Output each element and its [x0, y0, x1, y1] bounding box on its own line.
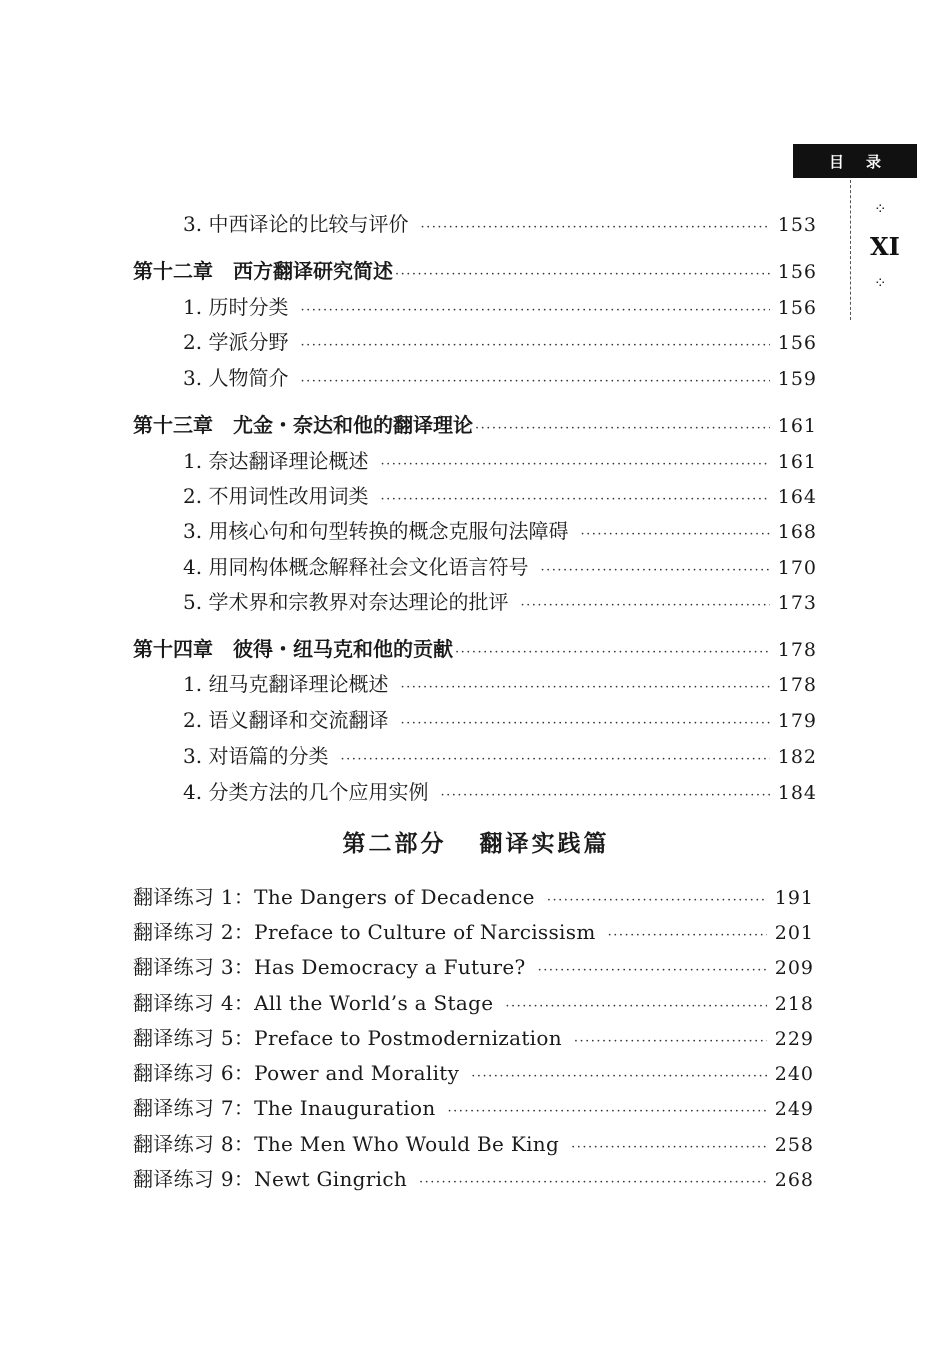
leader-dots [300, 297, 769, 325]
toc-entry-title: 2. 不用词性改用词类 [183, 484, 369, 508]
chapter-title: 第十三章 尤金・奈达和他的翻译理论 [133, 413, 473, 437]
ornament-diamond-icon: ⁘ [874, 274, 887, 292]
toc-entry-title: 1. 奈达翻译理论概述 [183, 449, 369, 473]
exercise-page: 191 [774, 887, 814, 909]
leader-dots [300, 368, 769, 396]
toc-entry-title: 3. 中西译论的比较与评价 [183, 212, 409, 236]
leader-dots [475, 415, 770, 443]
leader-dots [300, 332, 769, 360]
toc-entry[interactable] [183, 210, 817, 242]
toc-entry-page: 170 [777, 557, 817, 579]
toc-chapter[interactable] [133, 411, 817, 443]
margin-dashed-line [850, 180, 851, 320]
leader-dots [395, 261, 770, 289]
toc-entry-title: 2. 语义翻译和交流翻译 [183, 708, 389, 732]
exercise-title: 翻译练习 4：All the World’s a Stage [133, 991, 494, 1015]
leader-dots [380, 486, 769, 514]
toc-entry-page: 168 [777, 521, 817, 543]
toc-entry[interactable] [183, 364, 817, 396]
exercise-page: 258 [774, 1134, 814, 1156]
toc-chapter[interactable] [133, 635, 817, 667]
toc-entry[interactable] [183, 742, 817, 774]
toc-entry-title: 4. 用同构体概念解释社会文化语言符号 [183, 555, 529, 579]
toc-entry-page: 164 [777, 486, 817, 508]
toc-entry[interactable] [183, 517, 817, 549]
toc-entry-page: 184 [777, 782, 817, 804]
ornament-diamond-icon: ⁘ [874, 200, 887, 218]
exercise-title: 翻译练习 9：Newt Gingrich [133, 1167, 408, 1191]
toc-entry-title: 1. 纽马克翻译理论概述 [183, 672, 389, 696]
leader-dots [608, 922, 767, 950]
exercise-entry[interactable] [133, 1094, 814, 1126]
toc-entry-title: 4. 分类方法的几个应用实例 [183, 780, 429, 804]
exercise-title: 翻译练习 8：The Men Who Would Be King [133, 1132, 560, 1156]
exercise-title: 翻译练习 3：Has Democracy a Future? [133, 955, 526, 979]
toc-entry[interactable] [183, 447, 817, 479]
toc-entry-page: 156 [777, 297, 817, 319]
leader-dots [455, 639, 770, 667]
leader-dots [505, 993, 766, 1021]
toc-entry-page: 179 [777, 710, 817, 732]
toc-entry-page: 182 [777, 746, 817, 768]
page-number-roman: XI [870, 232, 900, 261]
chapter-page: 156 [777, 261, 817, 283]
toc-entry-title: 1. 历时分类 [183, 295, 289, 319]
leader-dots [380, 451, 769, 479]
exercise-title: 翻译练习 6：Power and Morality [133, 1061, 460, 1085]
leader-dots [580, 521, 769, 549]
toc-entry[interactable] [183, 482, 817, 514]
leader-dots [448, 1098, 767, 1126]
leader-dots [547, 887, 767, 915]
part-two-heading: 第二部分 翻译实践篇 [342, 831, 610, 857]
exercise-title: 翻译练习 7：The Inauguration [133, 1096, 436, 1120]
toc-entry-title: 5. 学术界和宗教界对奈达理论的批评 [183, 590, 509, 614]
exercise-page: 268 [774, 1169, 814, 1191]
exercise-page: 201 [774, 922, 814, 944]
exercise-title: 翻译练习 2：Preface to Culture of Narcissism [133, 920, 596, 944]
toc-entry-page: 161 [777, 451, 817, 473]
leader-dots [400, 674, 769, 702]
toc-entry-title: 3. 人物简介 [183, 366, 289, 390]
toc-entry-page: 156 [777, 332, 817, 354]
exercise-entry[interactable] [133, 953, 814, 985]
exercise-page: 249 [774, 1098, 814, 1120]
exercise-page: 218 [774, 993, 814, 1015]
exercise-page: 229 [774, 1028, 814, 1050]
chapter-title: 第十二章 西方翻译研究简述 [133, 259, 393, 283]
exercise-page: 209 [774, 957, 814, 979]
chapter-title: 第十四章 彼得・纽马克和他的贡献 [133, 637, 453, 661]
leader-dots [440, 782, 769, 810]
leader-dots [574, 1028, 767, 1056]
toc-entry[interactable] [183, 670, 817, 702]
leader-dots [571, 1134, 767, 1162]
leader-dots [538, 957, 767, 985]
leader-dots [471, 1063, 766, 1091]
exercise-entry[interactable] [133, 989, 814, 1021]
leader-dots [419, 1169, 767, 1197]
leader-dots [520, 592, 769, 620]
exercise-entry[interactable] [133, 1165, 814, 1197]
toc-entry-page: 159 [777, 368, 817, 390]
toc-entry-title: 3. 用核心句和句型转换的概念克服句法障碍 [183, 519, 569, 543]
toc-entry-page: 173 [777, 592, 817, 614]
exercise-entry[interactable] [133, 1024, 814, 1056]
chapter-page: 178 [777, 639, 817, 661]
toc-chapter[interactable] [133, 257, 817, 289]
exercise-page: 240 [774, 1063, 814, 1085]
toc-entry[interactable] [183, 588, 817, 620]
section-tab: 目录 [793, 144, 917, 178]
toc-entry[interactable] [183, 293, 817, 325]
exercise-entry[interactable] [133, 918, 814, 950]
leader-dots [340, 746, 769, 774]
toc-entry[interactable] [183, 328, 817, 360]
exercise-entry[interactable] [133, 1130, 814, 1162]
toc-entry[interactable] [183, 706, 817, 738]
exercise-title: 翻译练习 5：Preface to Postmodernization [133, 1026, 562, 1050]
leader-dots [400, 710, 769, 738]
exercise-entry[interactable] [133, 883, 814, 915]
toc-entry-page: 153 [777, 214, 817, 236]
leader-dots [540, 557, 769, 585]
toc-entry-title: 2. 学派分野 [183, 330, 289, 354]
toc-entry[interactable] [183, 778, 817, 810]
chapter-page: 161 [777, 415, 817, 437]
exercise-entry[interactable] [133, 1059, 814, 1091]
leader-dots [420, 214, 769, 242]
toc-entry-page: 178 [777, 674, 817, 696]
toc-entry[interactable] [183, 553, 817, 585]
toc-entry-title: 3. 对语篇的分类 [183, 744, 329, 768]
exercise-title: 翻译练习 1：The Dangers of Decadence [133, 885, 535, 909]
